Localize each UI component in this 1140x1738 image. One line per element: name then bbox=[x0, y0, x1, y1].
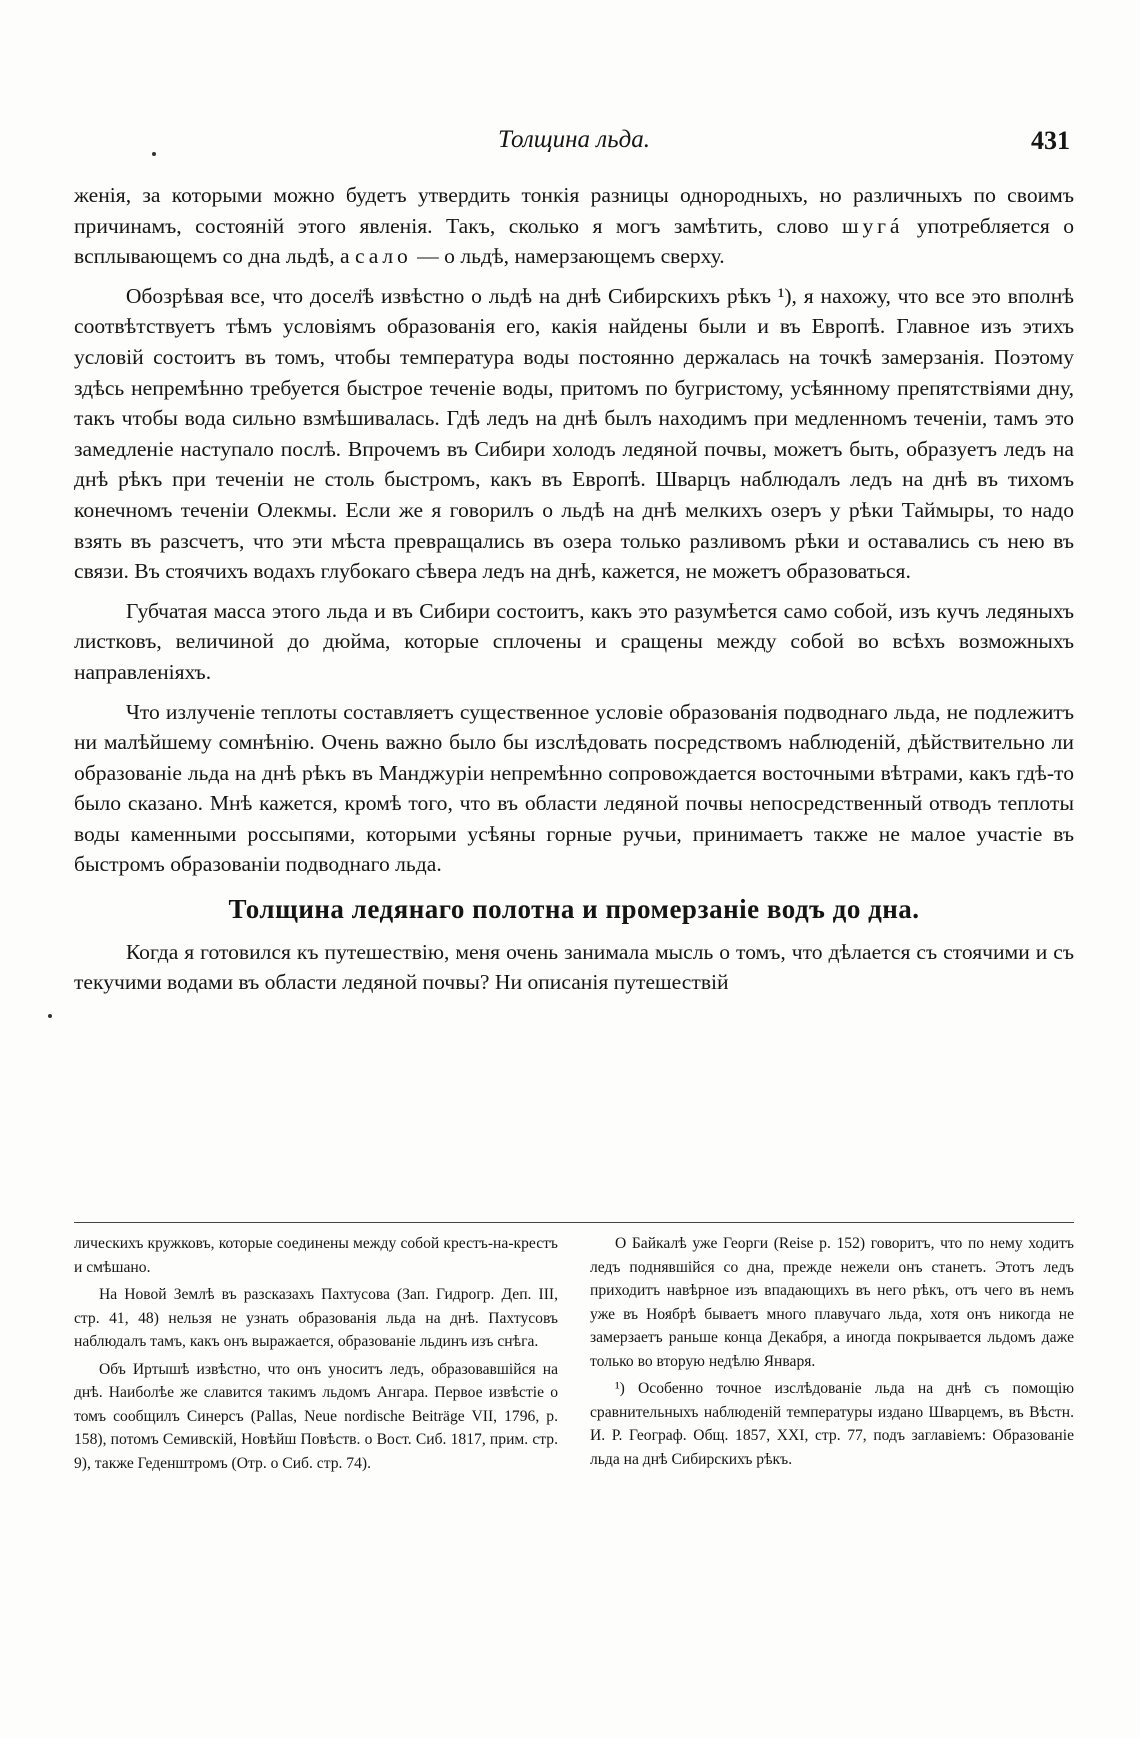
section-heading: Толщина ледянаго полотна и промерзаніе водъ до дна. bbox=[228, 894, 920, 925]
footnote: ¹) Особенно точное изслѣдованіе льда на днѣ съ помощію сравнительныхъ наблюденій температуры издано Шварцемъ, въ Вѣстн. И. Р. Географ. Общ. 1857, XXI, стр. 77, подъ заглавіемъ: Образованіе льда на днѣ Сибирскихъ рѣкъ. bbox=[590, 1380, 1074, 1468]
footnotes-left-column bbox=[74, 1232, 558, 1479]
print-speck bbox=[48, 1014, 52, 1018]
main-text bbox=[74, 180, 1074, 1007]
footnote: лическихъ кружковъ, которые соединены между собой крестъ-на-крестъ и смѣшано. bbox=[74, 1235, 558, 1276]
section-paragraph: Когда я готовился къ путешествію, меня очень занимала мысль о томъ, что дѣлается съ стоячими и съ текучими водами въ области ледяной почвы? Ни описанія путешествій bbox=[74, 939, 1074, 995]
paragraph-3: Губчатая масса этого льда и въ Сибири состоитъ, какъ это разумѣется само собой, изъ кучъ ледяныхъ листковъ, величиной до дюйма, которые сплочены и сращены между собой во всѣхъ возможныхъ направленіяхъ. bbox=[74, 598, 1074, 684]
paragraph-1: женія, за которыми можно будетъ утвердить тонкія разницы однородныхъ, но различныхъ по своимъ причинамъ, состояній этого явленія. Такъ, сколько я могъ замѣтить, слово шугá употребляется о всплывающемъ со дна льдѣ, а сало — о льдѣ, намерзающемъ сверху. bbox=[74, 183, 1075, 269]
footnote: Объ Иртышѣ извѣстно, что онъ уноситъ ледъ, образовавшійся на днѣ. Наиболѣе же славится такимъ льдомъ Ангара. Первое извѣстіе о томъ сообщилъ Синерсъ (Pallas, Neue nordische Beiträge VII, 1796, p. 158), потомъ Семивскій, Новѣйш Повѣств. о Вост. Сиб. 1817, прим. стр. 9), также Геденштромъ (Отр. о Сиб. стр. 74). bbox=[74, 1360, 558, 1472]
footnote: На Новой Землѣ въ разсказахъ Пахтусова (Зап. Гидрогр. Деп. III, стр. 41, 48) нельзя не узнать образованія льда на днѣ. Пахтусовъ наблюдалъ тамъ, какъ онъ выражается, образованіе льдинъ изъ снѣга. bbox=[74, 1286, 558, 1350]
term-salo: сало bbox=[354, 244, 412, 269]
page-number: 431 bbox=[1031, 126, 1070, 155]
print-speck bbox=[152, 152, 156, 156]
footnote: О Байкалѣ уже Георги (Reise p. 152) говоритъ, что по нему ходитъ ледъ поднявшійся со дна, прежде нежели онъ станетъ. Этотъ ледъ приходитъ навѣрное изъ впадающихъ въ него рѣкъ, отъ чего въ немъ уже въ Ноябрѣ бываетъ много плавучаго льда, хотя онъ никогда не замерзаетъ раньше конца Декабря, а иногда покрывается льдомъ даже только во вторую недѣлю Января. bbox=[590, 1235, 1074, 1370]
footnotes bbox=[74, 1232, 1074, 1479]
footnotes-right-column bbox=[590, 1232, 1074, 1479]
running-title: Толщина льда. bbox=[498, 126, 650, 153]
paragraph-4: Что излученіе теплоты составляетъ существенное условіе образованія подводнаго льда, не подлежитъ ни малѣйшему сомнѣнію. Очень важно было бы изслѣдовать посредствомъ наблюденій, дѣйствительно ли образованіе льда на днѣ рѣкъ въ Манджуріи непремѣнно сопровождается восточными вѣтрами, какъ гдѣ-то было сказано. Мнѣ кажется, кромѣ того, что въ области ледяной почвы непосредственный отводъ теплоты воды каменными россыпями, которыми усѣяны горные ручьи, принимаетъ также не малое участіе въ быстромъ образованіи подводнаго льда. bbox=[74, 699, 1074, 877]
page-header bbox=[74, 126, 1074, 166]
paragraph-2: Обозрѣвая все, что досел̈ѣ извѣстно о льдѣ на днѣ Сибирскихъ рѣкъ ¹), я нахожу, что все это вполнѣ соотвѣтствуетъ тѣмъ условіямъ образованія его, какія найдены были и въ Европѣ. Главное изъ этихъ условій состоитъ въ томъ, чтобы температура воды постоянно держалась на точкѣ замерзанія. Поэтому здѣсь непремѣнно требуется быстрое теченіе воды, притомъ по бугристому, усѣянному препятствіями дну, такъ чтобы вода сильно взмѣшивалась. Гдѣ ледъ на днѣ былъ находимъ при медленномъ теченіи, тамъ это замедленіе наступало послѣ. Впрочемъ въ Сибири холодъ ледяной почвы, можетъ быть, образуетъ ледъ на днѣ рѣкъ при теченіи не столь быстромъ, какъ въ Европѣ. Шварцъ наблюдалъ ледъ на днѣ въ тихомъ конечномъ теченіи Олекмы. Если же я говорилъ о льдѣ на днѣ мелкихъ озеръ у рѣки Таймыры, то надо взять въ разсчетъ, что эти мѣста превращались въ озера только разливомъ рѣки и оставались съ нею въ связи. Въ стоячихъ водахъ глубокаго сѣвера ледъ на днѣ, кажется, не можетъ образоваться. bbox=[74, 283, 1074, 584]
term-shuga: шугá bbox=[841, 213, 904, 238]
footnote-rule bbox=[74, 1222, 1074, 1223]
